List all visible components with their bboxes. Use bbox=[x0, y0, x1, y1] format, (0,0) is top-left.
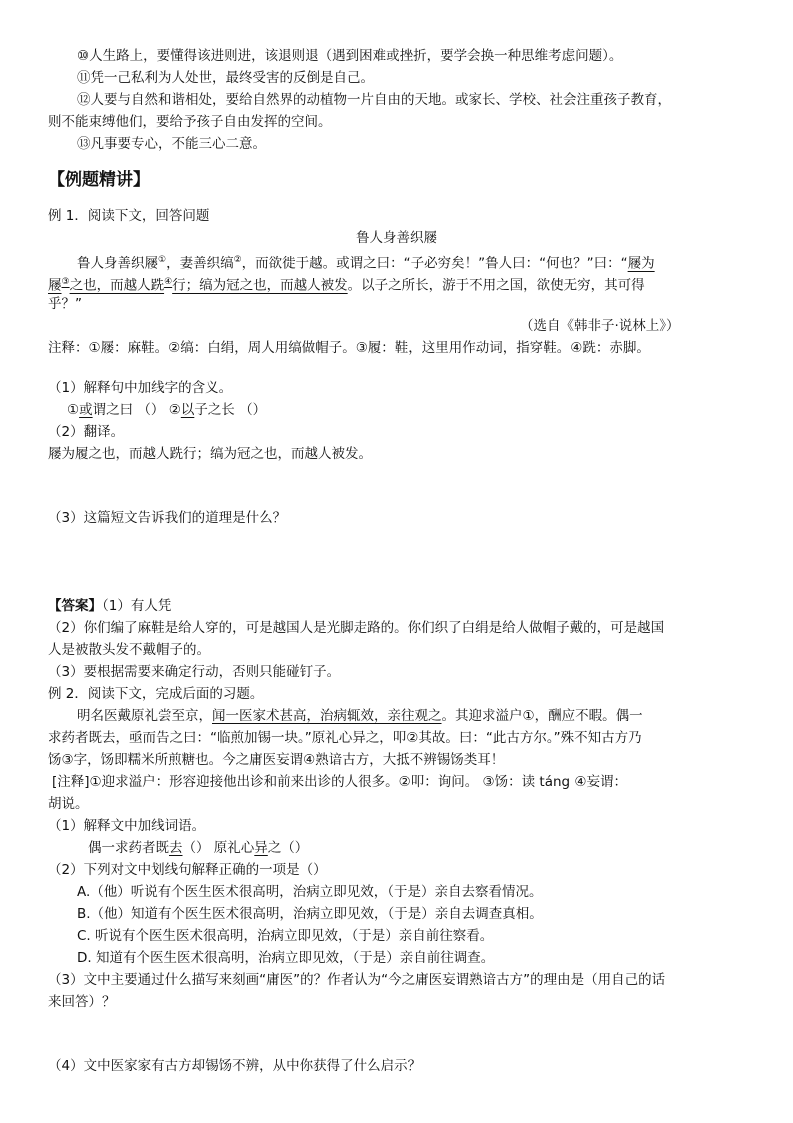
option-b[interactable]: B.（他）知道有个医生医术很高明，治病立即见效，（于是）亲自去调查真相。 bbox=[77, 906, 543, 922]
passage-text: ，妻善织缟 bbox=[166, 255, 234, 272]
question-2 bbox=[48, 860, 327, 880]
item-number: ② bbox=[168, 402, 181, 418]
answer-blank-right: ） bbox=[196, 840, 210, 856]
answer-blank-right: ） bbox=[252, 402, 267, 418]
lesson-item bbox=[77, 134, 266, 154]
passage-notes: 注释：①屦：麻鞋。②缟：白绢，周人用缟做帽子。③履：鞋，这里用作动词，指穿鞋。④跣：赤脚。 bbox=[48, 340, 650, 356]
passage-text: ，而欲徙于越。或谓之曰：“子必穷矣！”鲁人曰：“何也？”曰：“ bbox=[241, 255, 628, 272]
underlined-text: 屦为 bbox=[627, 255, 655, 272]
question-1-items bbox=[67, 400, 266, 420]
lesson-number: ⑩ bbox=[77, 48, 90, 64]
answer-text: 凭 bbox=[157, 598, 172, 614]
underlined-text: 以 bbox=[180, 402, 195, 418]
answer-text: （1）有人 bbox=[102, 598, 158, 614]
footnote-marker: ④ bbox=[164, 277, 173, 287]
lesson-text: 人要与自然和谐相处，要给自然界的动植物一片自由的天地。或家长、学校、社会注重孩子教育， bbox=[90, 92, 671, 108]
question-3: （3）这篇短文告诉我们的道理是什么？ bbox=[48, 510, 287, 526]
question-text: ） bbox=[313, 862, 327, 878]
passage-text: 求药者既去，亟而告之曰：“临煎加锡一块。”原礼心异之，叩 bbox=[48, 730, 407, 746]
lesson-number: ⑫ bbox=[77, 92, 91, 108]
underlined-text: 行；缟为冠之也，而越人被发 bbox=[172, 277, 348, 294]
lesson-text: 凡事要专心，不能三心二意。 bbox=[90, 136, 266, 152]
translation-sentence: 屦为履之也，而越人跣行；缟为冠之也，而越人被发。 bbox=[48, 446, 372, 462]
passage-line bbox=[48, 272, 645, 296]
footnote-marker: ② bbox=[406, 730, 419, 746]
footnote-marker: ③ bbox=[61, 752, 74, 768]
passage-text: 熟谙古方，大抵不辨锡饧类耳！ bbox=[315, 752, 505, 768]
footnote-marker: ① bbox=[522, 708, 535, 724]
underlined-text: 异 bbox=[254, 840, 268, 856]
question-3: （3）文中主要通过什么描写来刻画“庸医”的？作者认为“今之庸医妄谓熟谙古方”的理由是（用自己的话 bbox=[48, 972, 666, 988]
passage-line bbox=[48, 750, 504, 770]
passage-text: 字，饧即糯米所煎糖也。今之庸医妄谓 bbox=[73, 752, 304, 768]
footnote-marker: ④ bbox=[303, 752, 316, 768]
lesson-number: ⑪ bbox=[77, 70, 91, 86]
item-text: 子之长 bbox=[194, 402, 235, 418]
lesson-item bbox=[77, 68, 374, 88]
passage-source: （选自《韩非子·说林上》） bbox=[520, 318, 680, 334]
answer-blank-right: ） bbox=[294, 840, 309, 856]
passage-text: 明名医戴原礼尝至京， bbox=[77, 708, 212, 724]
passage-title: 鲁人身善织屦 bbox=[356, 230, 437, 246]
lesson-item bbox=[77, 46, 622, 66]
lesson-item bbox=[77, 90, 671, 110]
underlined-text: 或 bbox=[79, 402, 93, 418]
underlined-sentence: 闻一医家术甚高，治病辄效，亲往观之 bbox=[212, 708, 442, 724]
answer-blank-left: （ bbox=[182, 840, 196, 856]
answer-blank-right: ） bbox=[150, 402, 165, 418]
answer-line bbox=[48, 596, 171, 616]
answer-blank-left: （ bbox=[137, 402, 151, 418]
underlined-text: 去 bbox=[169, 840, 183, 856]
item-text: 偶一求药者既 bbox=[88, 840, 169, 856]
answer-line: （2）你们编了麻鞋是给人穿的，可是越国人是光脚走路的。你们织了白绢是给人做帽子戴的，可是越国 bbox=[48, 620, 665, 636]
passage-notes: 胡说。 bbox=[48, 796, 89, 812]
option-a[interactable]: A.（他）听说有个医生医术很高明，治病立即见效，（于是）亲自去察看情况。 bbox=[77, 884, 543, 900]
question-1: （1）解释文中加线词语。 bbox=[48, 818, 206, 834]
question-3-continued: 来回答）？ bbox=[48, 994, 116, 1010]
option-d[interactable]: D. 知道有个医生医术很高明，治病立即见效，（于是）亲自前往调查。 bbox=[77, 950, 495, 966]
answer-blank-left: （ bbox=[281, 840, 295, 856]
footnote-marker: ① bbox=[158, 255, 167, 265]
passage-line bbox=[48, 728, 642, 748]
passage-line bbox=[77, 706, 643, 726]
footnote-marker: ② bbox=[233, 255, 242, 265]
item-text: 之 bbox=[267, 840, 282, 856]
question-1-items bbox=[88, 838, 308, 858]
footnote-marker: ③ bbox=[61, 277, 70, 287]
passage-notes: [注释]①迎求溢户：形容迎接他出诊和前来出诊的人很多。②叩：询问。 ③饧：读 táng ④妄谓： bbox=[52, 774, 628, 790]
passage-text: 其故。曰：“此古方尔。”殊不知古方乃 bbox=[418, 730, 642, 746]
passage-text: 饧 bbox=[48, 752, 62, 768]
answer-label: 【答案】 bbox=[48, 598, 102, 614]
passage-text: 鲁人身善织屦 bbox=[77, 255, 158, 272]
lesson-text-continued: 则不能束缚他们，要给予孩子自由发挥的空间。 bbox=[48, 114, 332, 130]
underlined-text: 屦 bbox=[48, 277, 62, 294]
item-text: 原礼心 bbox=[213, 840, 255, 856]
question-text: （2）下列对文中划线句解释正确的一项是（ bbox=[48, 862, 314, 878]
question-1: （1）解释句中加线字的含义。 bbox=[48, 380, 233, 396]
question-4: （4）文中医家家有古方却锡饧不辨，从中你获得了什么启示？ bbox=[48, 1058, 422, 1074]
passage-text: 。其迎求溢户 bbox=[441, 708, 523, 724]
section-heading: 【例题精讲】 bbox=[48, 170, 150, 190]
answer-blank-left: （ bbox=[239, 402, 253, 418]
example-2-intro: 例 2．阅读下文，完成后面的习题。 bbox=[48, 686, 264, 702]
example-1-intro: 例 1．阅读下文，回答问题 bbox=[48, 208, 210, 224]
lesson-text: 凭一己私利为人处世，最终受害的反倒是自己。 bbox=[90, 70, 374, 86]
lesson-number: ⑬ bbox=[77, 136, 91, 152]
answer-line: 人是被散头发不戴帽子的。 bbox=[48, 642, 210, 658]
passage-line bbox=[77, 250, 655, 274]
item-text: 谓之曰 bbox=[92, 402, 134, 418]
option-c[interactable]: C. 听说有个医生医术很高明，治病立即见效，（于是）亲自前往察看。 bbox=[77, 928, 494, 944]
underlined-text: 之也，而越人跣 bbox=[69, 277, 165, 294]
passage-text: 。以子之所长，游于不用之国，欲使无穷，其可得 bbox=[347, 277, 645, 294]
passage-line: 乎？” bbox=[48, 296, 82, 312]
lesson-text: 人生路上，要懂得该进则进，该退则退（遇到困难或挫折，要学会换一种思维考虑问题）。 bbox=[89, 48, 623, 64]
item-number: ① bbox=[67, 402, 80, 418]
answer-line: （3）要根据需要来确定行动，否则只能碰钉子。 bbox=[48, 664, 341, 680]
passage-text: ，酬应不暇。偶一 bbox=[534, 708, 643, 724]
question-2: （2）翻译。 bbox=[48, 424, 125, 440]
